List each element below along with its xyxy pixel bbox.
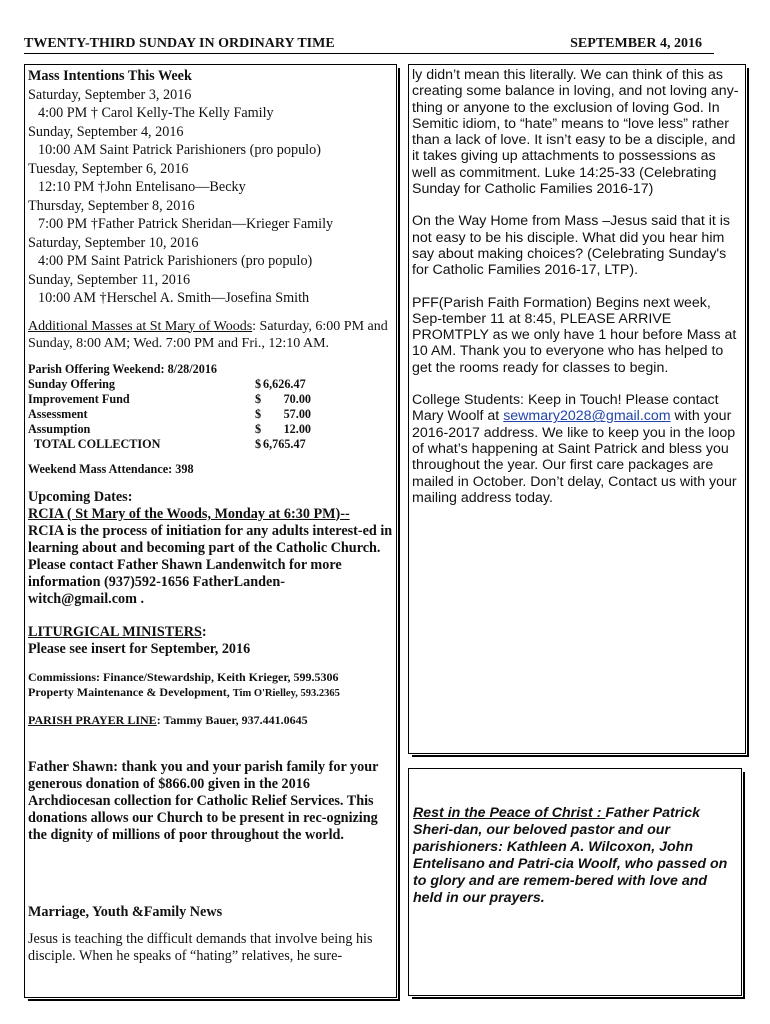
mass-intention-item: 4:00 PM Saint Patrick Parishioners (pro populo) bbox=[38, 253, 313, 269]
offering-row bbox=[28, 377, 393, 392]
offering-row bbox=[28, 392, 393, 407]
rip-text bbox=[413, 805, 735, 907]
offering-row bbox=[28, 437, 393, 452]
offering-dollar-sign: $ bbox=[255, 391, 262, 406]
pff-announcement: PFF(Parish Faith Formation) Begins next week, Sep-tember 11 at 8:45, PLEASE ARRIVE PROMTPLY as we only have 1 hour before Mass at 10 AM. Thank you to everyone who has helped to get the rooms ready for classes to begin. bbox=[412, 294, 737, 376]
rip-body: Father Patrick Sheri-dan, our beloved pastor and our parishioners: Kathleen A. Wilcoxon, John Entelisano and Patri-cia Woolf, who passed on to glory and are remem-bered with love and held in our prayers. bbox=[413, 805, 728, 906]
offering-dollar-sign: $ bbox=[255, 436, 262, 451]
offering-row bbox=[28, 422, 393, 437]
college-text-before: College Students: Keep in Touch! Please contact Mary Woolf at bbox=[412, 392, 719, 425]
offering-label: Assessment bbox=[28, 406, 88, 421]
prayer-line-text: : Tammy Bauer, 937.441.0645 bbox=[156, 712, 308, 727]
offering-heading: Parish Offering Weekend: 8/28/2016 bbox=[28, 361, 218, 376]
mass-intention-item: 4:00 PM † Carol Kelly-The Kelly Family bbox=[38, 105, 274, 121]
mass-intention-item: 7:00 PM †Father Patrick Sheridan—Krieger Family bbox=[38, 216, 334, 232]
ministers-section bbox=[28, 624, 393, 658]
ministers-label: LITURGICAL MINISTERS bbox=[28, 623, 202, 640]
college-text-after: with your 2016-2017 address. We like to keep you in the loop of what’s happening at Saint Patrick and bless you throughout the year. Our first care packages are mailed in October. Don’t delay, Contact us with your mailing address today. bbox=[412, 408, 737, 506]
offering-amount: 12.00 bbox=[283, 421, 311, 436]
offering-amount: 6,765.47 bbox=[263, 436, 306, 451]
offering-table bbox=[28, 377, 393, 452]
right-column bbox=[408, 64, 746, 754]
marriage-heading: Marriage, Youth &Family News bbox=[28, 903, 223, 920]
thanks-note: Father Shawn: thank you and your parish family for your generous donation of $866.00 given in the 2016 Archdiocesan collection for Catholic Relief Services. This donations allows our Church to be present in rec-ognizing the dignity of millions of poor throughout the world. bbox=[28, 758, 379, 843]
mass-date-item: Thursday, September 8, 2016 bbox=[28, 197, 195, 214]
mass-date-item: Sunday, September 4, 2016 bbox=[28, 123, 184, 140]
mass-date-item: Tuesday, September 6, 2016 bbox=[28, 160, 189, 177]
liturgical-title: TWENTY-THIRD SUNDAY IN ORDINARY TIME bbox=[24, 36, 335, 51]
additional-masses bbox=[28, 318, 393, 352]
bulletin-date: SEPTEMBER 4, 2016 bbox=[570, 36, 702, 51]
offering-row bbox=[28, 407, 393, 422]
mass-intention-item: 12:10 PM †John Entelisano—Becky bbox=[38, 179, 246, 195]
offering-label: Sunday Offering bbox=[28, 376, 116, 391]
upcoming-section bbox=[28, 489, 393, 608]
marriage-text: Jesus is teaching the difficult demands that involve being his disciple. When he speaks of “hating” relatives, he sure- bbox=[28, 930, 373, 964]
upcoming-heading: Upcoming Dates: bbox=[28, 488, 133, 505]
mass-intentions-list bbox=[28, 86, 393, 308]
offering-dollar-sign: $ bbox=[255, 421, 262, 436]
additional-masses-label: Additional Masses at St Mary of Woods bbox=[28, 318, 253, 334]
mass-intentions-heading: Mass Intentions This Week bbox=[28, 68, 192, 84]
commissions-section bbox=[28, 670, 393, 701]
left-column bbox=[24, 64, 397, 998]
commissions-line2: Property Maintenance & Development, bbox=[28, 684, 233, 699]
bulletin-header bbox=[24, 36, 714, 54]
offering-amount: 57.00 bbox=[283, 406, 311, 421]
additional-masses-text: : Saturday, 6:00 PM and Sunday, 8:00 AM; Wed. 7:00 PM and Fri., 12:10 AM. bbox=[28, 318, 388, 351]
prayer-line bbox=[28, 713, 393, 728]
mass-intention-item: 10:00 AM Saint Patrick Parishioners (pro populo) bbox=[38, 142, 321, 158]
offering-dollar-sign: $ bbox=[255, 376, 262, 391]
mass-attendance: Weekend Mass Attendance: 398 bbox=[28, 461, 194, 476]
offering-section bbox=[28, 362, 393, 477]
offering-amount: 70.00 bbox=[283, 391, 311, 406]
way-home-note: On the Way Home from Mass –Jesus said that it is not easy to be his disciple. What did you hear him say about making choices? (Celebrating Sunday's for Catholic Families 2016-17, LTP). bbox=[412, 213, 731, 279]
rcia-body: RCIA is the process of initiation for any adults interest-ed in learning about and becoming part of the Catholic Church. Please contact Father Shawn Landenwitch for more information (937)592-1656 FatherLanden-witch@gmail.com . bbox=[28, 522, 393, 607]
offering-amount: 6,626.47 bbox=[263, 376, 306, 391]
rip-box bbox=[408, 768, 742, 996]
commissions-line2-small: Tim O'Rielley, 593.2365 bbox=[232, 687, 340, 699]
rcia-title: RCIA ( St Mary of the Woods, Monday at 6:30 PM)-- bbox=[28, 505, 350, 522]
email-link[interactable]: sewmary2028@gmail.com bbox=[503, 408, 671, 425]
offering-label: Improvement Fund bbox=[28, 391, 130, 406]
offering-label: Assumption bbox=[28, 421, 91, 436]
ministers-colon: : bbox=[201, 623, 207, 640]
mass-date-item: Saturday, September 10, 2016 bbox=[28, 234, 199, 251]
college-students-note bbox=[412, 392, 742, 506]
rip-label: Rest in the Peace of Christ : bbox=[413, 805, 606, 821]
prayer-line-label: PARISH PRAYER LINE bbox=[28, 712, 157, 727]
ministers-text: Please see insert for September, 2016 bbox=[28, 640, 251, 657]
mass-intention-item: 10:00 AM †Herschel A. Smith—Josefina Smith bbox=[38, 290, 310, 306]
offering-label: TOTAL COLLECTION bbox=[28, 436, 161, 451]
mass-date-item: Saturday, September 3, 2016 bbox=[28, 86, 192, 103]
gospel-reflection: ly didn’t mean this literally. We can think of this as creating some balance in loving, and not loving any-thing or anyone to the exclusion of loving God. In Semitic idiom, to “hate” means to “love less” rather than a lack of love. It isn’t easy to be a disciple, and it takes giving up attachments to possessions as well as commitment. Luke 14:25-33 (Celebrating Sunday for Catholic Families 2016-17) bbox=[412, 67, 739, 198]
commissions-line1: Commissions: Finance/Stewardship, Keith Krieger, 599.5306 bbox=[28, 669, 339, 684]
mass-date-item: Sunday, September 11, 2016 bbox=[28, 271, 191, 288]
offering-dollar-sign: $ bbox=[255, 406, 262, 421]
